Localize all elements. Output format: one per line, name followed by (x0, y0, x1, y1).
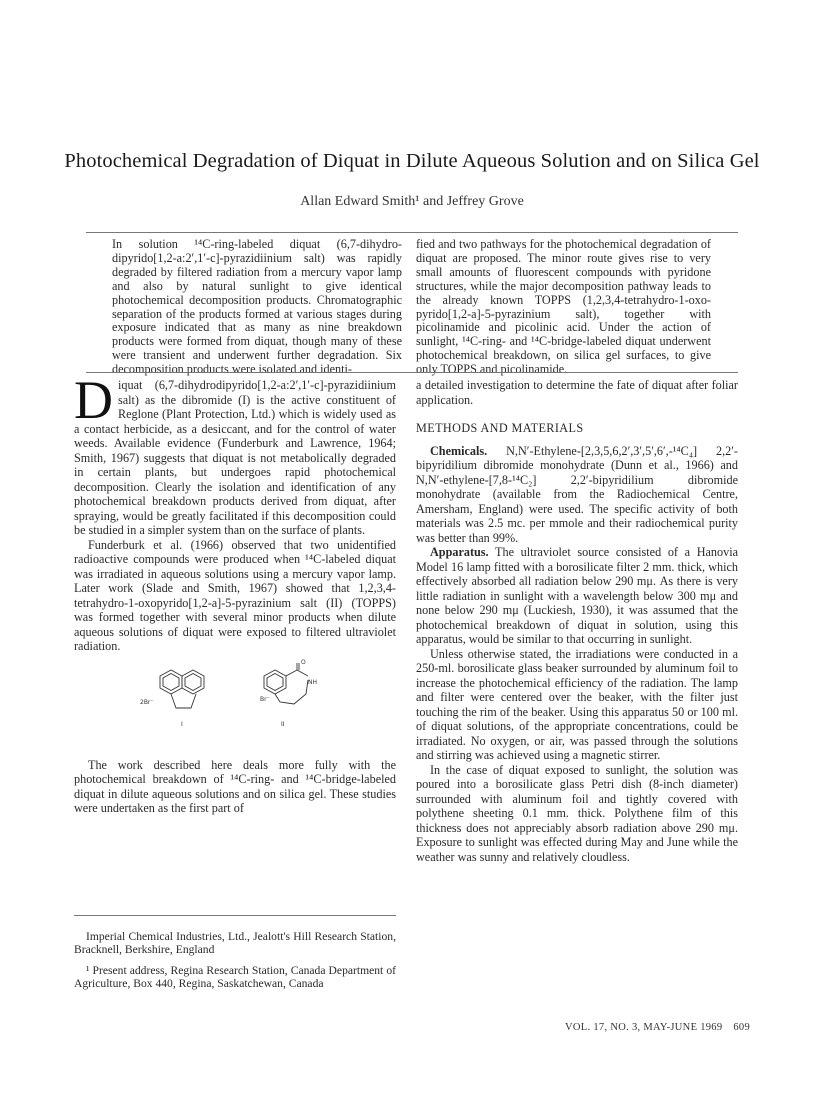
affiliation-note: Imperial Chemical Industries, Ltd., Jealott's Hill Research Station, Bracknell, Berkshire, England (74, 930, 396, 957)
intro-paragraph (74, 370, 396, 538)
paragraph-sunlight: In the case of diquat exposed to sunlight, the solution was poured into a borosilicate glass Petri dish (8-inch diameter) surrounded with aluminum foil and tightly covered with polythene sheeting 0.1 mm. thick. Polythene film of this thickness does not appreciably absorb radiation above 290 mμ. Exposure to sunlight was effected during May and June while the weather was sunny and relatively cloudless. (416, 762, 738, 864)
apparatus-run-in-heading: Apparatus. (430, 545, 489, 559)
abstract-bottom-rule (86, 372, 738, 373)
chemical-structures-figure (74, 656, 396, 758)
abstract-right-text: fied and two pathways for the photochemical degradation of diquat are proposed. The minor route gives rise to very small amounts of fluorescent compounds with pyridone structures, while the major decomposition pathway leads to the already known TOPPS (1,2,3,4-tetrahydro-1-oxo-pyrido[1,2-a]-5-pyrazinium salt), together with picolinamide and picolinic acid. Under the action of sunlight, ¹⁴C-ring- and ¹⁴C-bridge-labeled diquat underwent photochemical breakdown, on silica gel surfaces, to give only TOPPS and picolinamide. (416, 237, 711, 377)
abstract-top-rule (86, 232, 738, 233)
paragraph-funderburk: Funderburk et al. (1966) observed that two unidentified radioactive compounds were produced when ¹⁴C-labeled diquat was irradiated in aqueous solutions using a mercury vapor lamp. Later work (Slade and Smith, 1967) showed that 1,2,3,4-tetrahydro-1-oxopyrido[1,2-a]-5-pyrazinium salt (II) (TOPPS) was formed together with several minor products when dilute aqueous solutions of diquat were exposed to filtered ultraviolet radiation. (74, 537, 396, 653)
paper-title: Photochemical Degradation of Diquat in Dilute Aqueous Solution and on Silica Gel (64, 150, 760, 172)
page-number: 609 (733, 1022, 750, 1033)
structure-i (160, 670, 204, 708)
journal-volume: VOL. 17, NO. 3, MAY-JUNE 1969 (565, 1022, 723, 1033)
structure-ii-ion: Br⁻ (260, 695, 270, 703)
footnote-rule (74, 915, 396, 916)
structure-i-label: I (181, 720, 183, 728)
paragraph-chemicals: Chemicals. N,N′-Ethylene-[2,3,5,6,2′,3′,5′,6′,-¹⁴C₄] 2,2′-bipyridilium dibromide monohydrate (Dunn et al., 1966) and N,N′-ethylene-[7,8-¹⁴C₂] 2,2′-bipyridilium dibromide monohydrate (available from the Radiochemical Centre, Amersham, England) were used. The specific activity of both materials was 2.5 mc. per mmole and their radiochemical purity was better than 99%. (416, 443, 738, 545)
right-column (416, 378, 738, 864)
structure-ii-label: II (281, 720, 285, 728)
structure-i-ion: 2Br⁻ (140, 698, 154, 706)
abstract-left-text: In solution ¹⁴C-ring-labeled diquat (6,7-dihydro-dipyrido[1,2-a:2′,1′-c]-pyrazidiinium salt) was rapidly degraded by filtered radiation from a mercury vapor lamp and also by natural sunlight to give identical photochemical decomposition products. Chromatographic separation of the products formed at various stages during exposure indicated that as many as nine breakdown products were formed from diquat, though many of these were transient and underwent further degradation. Six decomposition products were isolated and identi- (112, 237, 402, 377)
paragraph-apparatus: Apparatus. The ultraviolet source consisted of a Hanovia Model 16 lamp fitted with a borosilicate filter 2 mm. thick, which effectively absorbed all radiation below 290 mμ. As there is very little radiation in sunlight with a wavelength below 300 mμ and none below 290 mμ (Luckiesh, 1930), it was assumed that the photochemical breakdown of diquat in solution, using this apparatus, would be similar to that occurring in sunlight. (416, 545, 738, 646)
author-line: Allan Edward Smith¹ and Jeffrey Grove (300, 194, 524, 209)
present-address-footnote: ¹ Present address, Regina Research Station, Canada Department of Agriculture, Box 440, Regina, Saskatchewan, Canada (74, 964, 396, 991)
section-heading: METHODS AND MATERIALS (416, 421, 584, 435)
structure-ii (264, 663, 308, 704)
structure-ii-oxygen: O (301, 658, 306, 666)
intro-text: iquat (6,7-dihydrodipyrido[1,2-a:2′,1′-c]-pyrazidiinium salt) as the dibromide (I) is the active constituent of Reglone (Plant Protection, Ltd.) which is widely used as a contact herbicide, as a desiccant, and for the control of water weeds. Available evidence (Funderburk and Lawrence, 1964; Smith, 1967) suggests that diquat is not metabolically degraded in certain plants, but undergoes rapid photochemical decomposition. Clearly the isolation and identification of any photochemical breakdown products derived from diquat, after spraying, would be greatly facilitated if this decomposition could be studied in a simpler system than on the surface of plants. (74, 378, 396, 537)
abstract-left (112, 238, 402, 377)
chemicals-run-in-heading: Chemicals. (430, 443, 488, 458)
paragraph-continuation: a detailed investigation to determine the fate of diquat after foliar application. (416, 378, 738, 407)
paragraph-irradiation: Unless otherwise stated, the irradiations were conducted in a 250-ml. borosilicate glass beaker surrounded by aluminum foil to increase the photochemical efficiency of the radiation. The lamp and filter were centered over the beaker, with the filter just touching the rim of the beaker. Using this apparatus 50 or 100 ml. of diquat solutions, of the appropriate concentrations, could be irradiated. No oxygen, or air, was passed through the solutions and stirring was achieved using a magnetic stirrer. (416, 646, 738, 762)
drop-cap: D (74, 370, 113, 430)
structure-ii-nh: NH (308, 678, 317, 686)
paragraph-scope: The work described here deals more fully with the photochemical breakdown of ¹⁴C-ring- and ¹⁴C-bridge-labeled diquat in dilute aqueous solutions and on silica gel. These studies were undertaken as the first part of (74, 757, 396, 815)
page-footer (565, 1022, 750, 1033)
structure-diagram (74, 656, 396, 758)
left-column (74, 370, 396, 816)
abstract-right (416, 238, 711, 377)
